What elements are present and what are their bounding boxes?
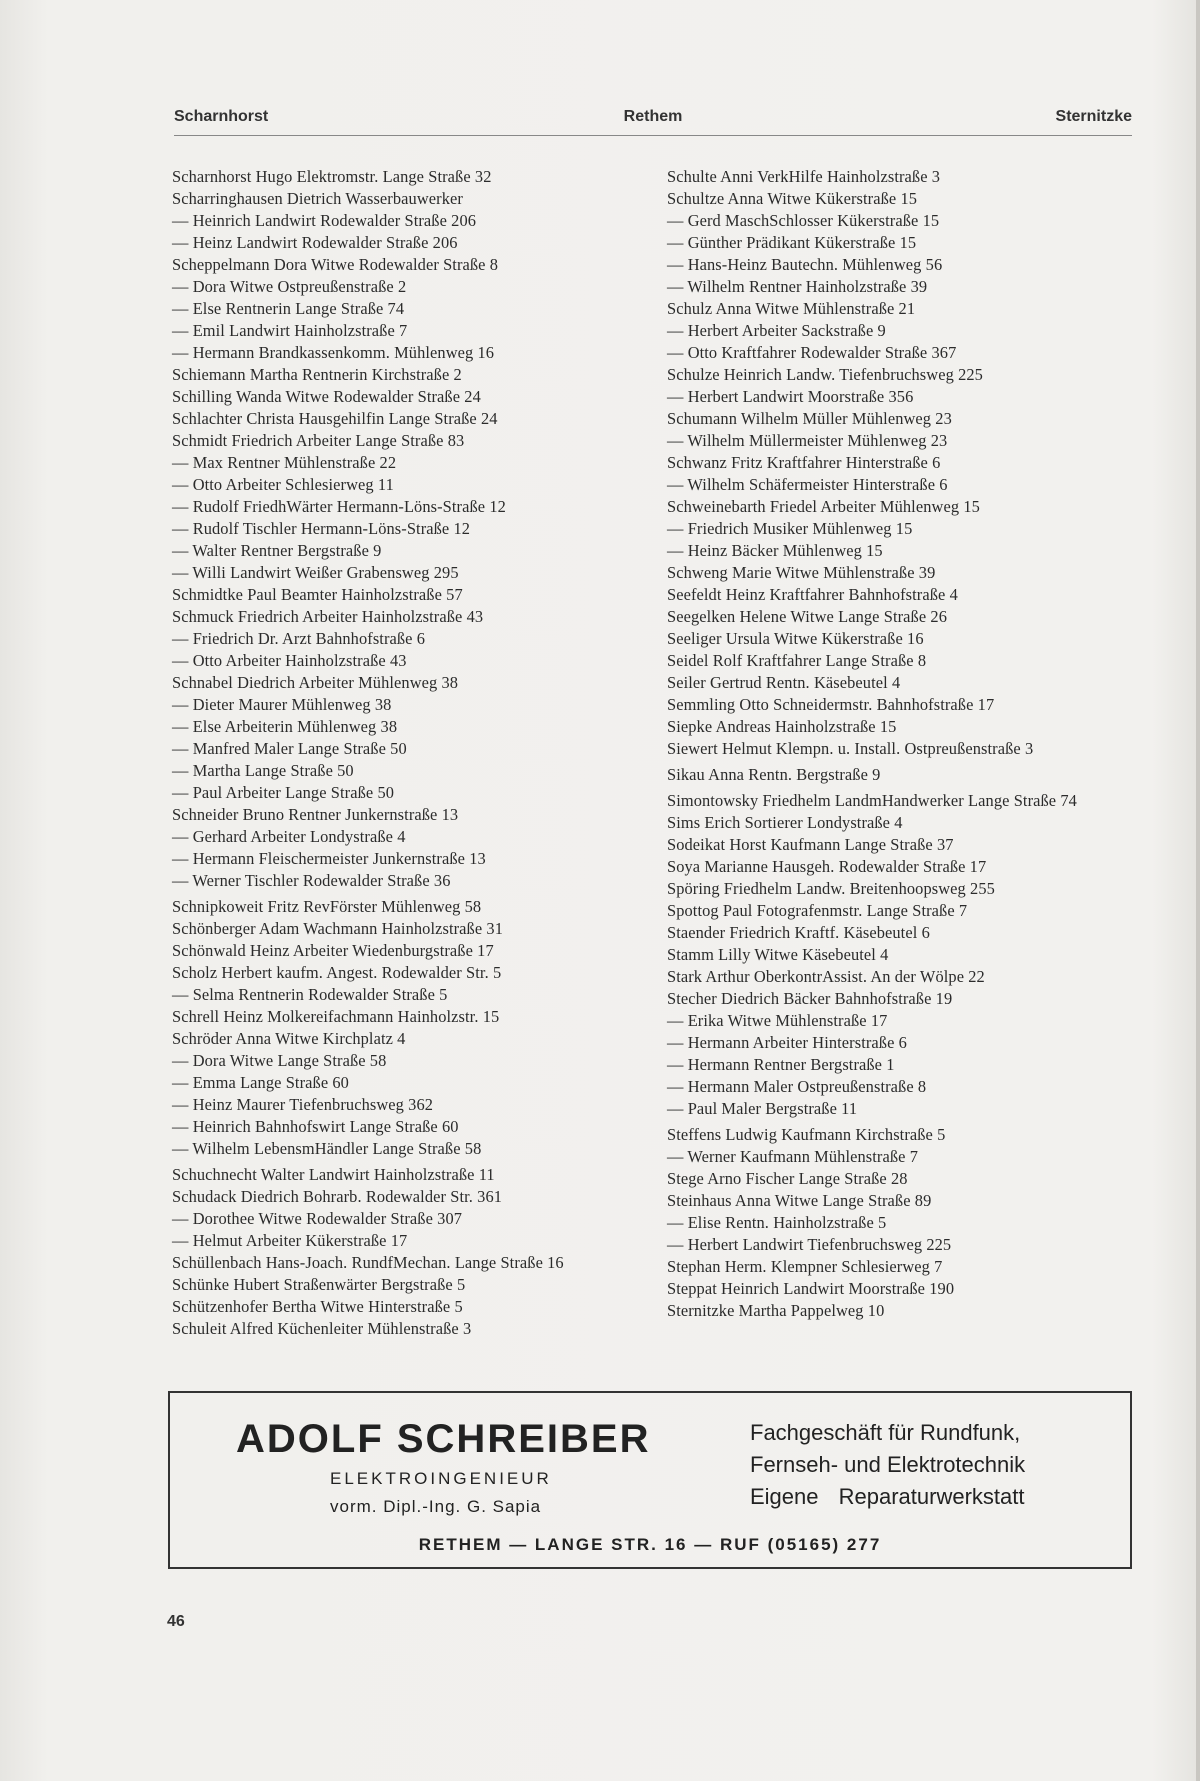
list-item: Schünke Hubert Straßenwärter Bergstraße 5 — [172, 1275, 466, 1294]
list-item: — Dorothee Witwe Rodewalder Straße 307 — [172, 1209, 463, 1228]
list-item: — Else Arbeiterin Mühlenweg 38 — [172, 717, 398, 736]
header-rule — [174, 135, 1132, 136]
list-item: Seegelken Helene Witwe Lange Straße 26 — [667, 607, 948, 626]
list-item: — Friedrich Dr. Arzt Bahnhofstraße 6 — [172, 629, 426, 648]
list-item: — Otto Arbeiter Schlesierweg 11 — [172, 475, 394, 494]
list-item: — Herbert Arbeiter Sackstraße 9 — [667, 321, 886, 340]
list-item: Schmuck Friedrich Arbeiter Hainholzstraße 43 — [172, 607, 484, 626]
list-item: — Hermann Maler Ostpreußenstraße 8 — [667, 1077, 927, 1096]
list-item: Schmidtke Paul Beamter Hainholzstraße 57 — [172, 585, 463, 604]
list-item: Seiler Gertrud Rentn. Käsebeutel 4 — [667, 673, 901, 692]
list-item: Schumann Wilhelm Müller Mühlenweg 23 — [667, 409, 952, 428]
list-item: — Wilhelm LebensmHändler Lange Straße 58 — [172, 1139, 482, 1158]
list-item: — Heinz Bäcker Mühlenweg 15 — [667, 541, 883, 560]
list-item: Scheppelmann Dora Witwe Rodewalder Straße 8 — [172, 255, 499, 274]
list-item: Schweinebarth Friedel Arbeiter Mühlenweg 15 — [667, 497, 980, 516]
left-column — [172, 166, 662, 1340]
list-item: Simontowsky Friedhelm LandmHandwerker Lange Straße 74 — [667, 791, 1077, 810]
list-item: — Hans-Heinz Bautechn. Mühlenweg 56 — [667, 255, 943, 274]
list-item: Schulz Anna Witwe Mühlenstraße 21 — [667, 299, 916, 318]
list-item: — Wilhelm Rentner Hainholzstraße 39 — [667, 277, 928, 296]
list-item: Schulze Heinrich Landw. Tiefenbruchsweg 225 — [667, 365, 983, 384]
list-item: Schrell Heinz Molkereifachmann Hainholzstr. 15 — [172, 1007, 500, 1026]
list-item: — Herbert Landwirt Tiefenbruchsweg 225 — [667, 1235, 952, 1254]
list-item: Seidel Rolf Kraftfahrer Lange Straße 8 — [667, 651, 927, 670]
advertisement-box — [168, 1391, 1132, 1569]
list-item: Siewert Helmut Klempn. u. Install. Ostpreußenstraße 3 — [667, 739, 1034, 758]
list-item: — Herbert Landwirt Moorstraße 356 — [667, 387, 914, 406]
list-item: — Else Rentnerin Lange Straße 74 — [172, 299, 405, 318]
list-item: — Otto Arbeiter Hainholzstraße 43 — [172, 651, 407, 670]
list-item: — Hermann Fleischermeister Junkernstraße 13 — [172, 849, 486, 868]
list-item: Stephan Herm. Klempner Schlesierweg 7 — [667, 1257, 943, 1276]
list-item: — Heinz Maurer Tiefenbruchsweg 362 — [172, 1095, 434, 1114]
list-item: — Erika Witwe Mühlenstraße 17 — [667, 1011, 888, 1030]
list-item: — Dora Witwe Ostpreußenstraße 2 — [172, 277, 407, 296]
list-item: Schnabel Diedrich Arbeiter Mühlenweg 38 — [172, 673, 459, 692]
ad-address: RETHEM — LANGE STR. 16 — RUF (05165) 277 — [418, 1535, 882, 1554]
list-item: — Heinrich Bahnhofswirt Lange Straße 60 — [172, 1117, 459, 1136]
list-item: — Werner Kaufmann Mühlenstraße 7 — [667, 1147, 919, 1166]
list-item: Stark Arthur OberkontrAssist. An der Wölpe 22 — [667, 967, 985, 986]
list-item: Schiemann Martha Rentnerin Kirchstraße 2 — [172, 365, 462, 384]
list-item: — Rudolf Tischler Hermann-Löns-Straße 12 — [172, 519, 471, 538]
list-item: — Friedrich Musiker Mühlenweg 15 — [667, 519, 913, 538]
list-item: Stecher Diedrich Bäcker Bahnhofstraße 19 — [667, 989, 953, 1008]
list-item: Spöring Friedhelm Landw. Breitenhoopsweg 255 — [667, 879, 995, 898]
ad-profession: ELEKTROINGENIEUR — [330, 1469, 552, 1488]
list-item: Schultze Anna Witwe Kükerstraße 15 — [667, 189, 918, 208]
list-item: Siepke Andreas Hainholzstraße 15 — [667, 717, 897, 736]
list-item: — Max Rentner Mühlenstraße 22 — [172, 453, 397, 472]
list-item: — Otto Kraftfahrer Rodewalder Straße 367 — [667, 343, 957, 362]
list-item: — Gerhard Arbeiter Londystraße 4 — [172, 827, 406, 846]
list-item: — Gerd MaschSchlosser Kükerstraße 15 — [667, 211, 940, 230]
list-item: Steinhaus Anna Witwe Lange Straße 89 — [667, 1191, 932, 1210]
list-item: — Hermann Arbeiter Hinterstraße 6 — [667, 1033, 907, 1052]
list-item: Schlachter Christa Hausgehilfin Lange Straße 24 — [172, 409, 498, 428]
list-item: Schützenhofer Bertha Witwe Hinterstraße 5 — [172, 1297, 463, 1316]
page-number: 46 — [167, 1613, 185, 1630]
list-item: Spottog Paul Fotografenmstr. Lange Straße 7 — [667, 901, 968, 920]
list-item: — Paul Maler Bergstraße 11 — [667, 1099, 858, 1118]
list-item: — Dieter Maurer Mühlenweg 38 — [172, 695, 392, 714]
header-first-name: Scharnhorst — [174, 108, 269, 125]
list-item: — Wilhelm Müllermeister Mühlenweg 23 — [667, 431, 948, 450]
list-item: — Günther Prädikant Kükerstraße 15 — [667, 233, 917, 252]
list-item: — Werner Tischler Rodewalder Straße 36 — [172, 871, 451, 890]
list-item: Schilling Wanda Witwe Rodewalder Straße 24 — [172, 387, 481, 406]
ad-service-line: Eigene Reparaturwerkstatt — [750, 1484, 1025, 1509]
list-item: Stege Arno Fischer Lange Straße 28 — [667, 1169, 908, 1188]
list-item: Schüllenbach Hans-Joach. RundfMechan. Lange Straße 16 — [172, 1253, 564, 1272]
list-item: Sikau Anna Rentn. Bergstraße 9 — [667, 765, 881, 784]
list-item: Scharringhausen Dietrich Wasserbauwerker — [172, 189, 463, 208]
list-item: Schönberger Adam Wachmann Hainholzstraße 31 — [172, 919, 504, 938]
list-item: Steffens Ludwig Kaufmann Kirchstraße 5 — [667, 1125, 946, 1144]
ad-services — [750, 1417, 1025, 1513]
running-header — [174, 108, 1132, 134]
list-item: — Rudolf FriedhWärter Hermann-Löns-Straße 12 — [172, 497, 506, 516]
list-item: Schulte Anni VerkHilfe Hainholzstraße 3 — [667, 167, 941, 186]
list-item: — Wilhelm Schäfermeister Hinterstraße 6 — [667, 475, 948, 494]
list-item: — Hermann Rentner Bergstraße 1 — [667, 1055, 895, 1074]
ad-service-line: Fernseh- und Elektrotechnik — [750, 1452, 1026, 1477]
header-last-name: Sternitzke — [1055, 108, 1132, 125]
list-item: Sternitzke Martha Pappelweg 10 — [667, 1301, 885, 1320]
header-town: Rethem — [623, 108, 683, 125]
ad-service-line: Fachgeschäft für Rundfunk, — [750, 1420, 1021, 1445]
list-item: Sims Erich Sortierer Londystraße 4 — [667, 813, 903, 832]
list-item: Steppat Heinrich Landwirt Moorstraße 190 — [667, 1279, 955, 1298]
list-item: — Heinz Landwirt Rodewalder Straße 206 — [172, 233, 458, 252]
list-item: Schwanz Fritz Kraftfahrer Hinterstraße 6 — [667, 453, 941, 472]
list-item: — Martha Lange Straße 50 — [172, 761, 354, 780]
list-item: — Hermann Brandkassenkomm. Mühlenweg 16 — [172, 343, 495, 362]
list-item: — Emil Landwirt Hainholzstraße 7 — [172, 321, 408, 340]
list-item: — Dora Witwe Lange Straße 58 — [172, 1051, 387, 1070]
list-item: Schuchnecht Walter Landwirt Hainholzstraße 11 — [172, 1165, 495, 1184]
list-item: Schweng Marie Witwe Mühlenstraße 39 — [667, 563, 936, 582]
list-item: Schuleit Alfred Küchenleiter Mühlenstraße 3 — [172, 1319, 472, 1338]
list-item: Schudack Diedrich Bohrarb. Rodewalder Str. 361 — [172, 1187, 503, 1206]
list-item: Soya Marianne Hausgeh. Rodewalder Straße 17 — [667, 857, 987, 876]
list-item: Staender Friedrich Kraftf. Käsebeutel 6 — [667, 923, 930, 942]
list-item: — Walter Rentner Bergstraße 9 — [172, 541, 382, 560]
list-item: Scholz Herbert kaufm. Angest. Rodewalder Str. 5 — [172, 963, 502, 982]
list-item: Seefeldt Heinz Kraftfahrer Bahnhofstraße 4 — [667, 585, 958, 604]
list-item: — Willi Landwirt Weißer Grabensweg 295 — [172, 563, 459, 582]
list-item: Stamm Lilly Witwe Käsebeutel 4 — [667, 945, 889, 964]
list-item: — Paul Arbeiter Lange Straße 50 — [172, 783, 395, 802]
list-item: — Selma Rentnerin Rodewalder Straße 5 — [172, 985, 448, 1004]
list-item: Schröder Anna Witwe Kirchplatz 4 — [172, 1029, 406, 1048]
list-item: — Elise Rentn. Hainholzstraße 5 — [667, 1213, 887, 1232]
page-edge — [1196, 0, 1200, 1781]
list-item: Schönwald Heinz Arbeiter Wiedenburgstraße 17 — [172, 941, 494, 960]
list-item: Seeliger Ursula Witwe Kükerstraße 16 — [667, 629, 924, 648]
list-item: Schmidt Friedrich Arbeiter Lange Straße 83 — [172, 431, 465, 450]
list-item: Schnipkoweit Fritz RevFörster Mühlenweg 58 — [172, 897, 482, 916]
list-item: — Emma Lange Straße 60 — [172, 1073, 349, 1092]
right-column — [667, 166, 1157, 1322]
list-item: — Heinrich Landwirt Rodewalder Straße 206 — [172, 211, 477, 230]
list-item: — Helmut Arbeiter Kükerstraße 17 — [172, 1231, 408, 1250]
list-item: — Manfred Maler Lange Straße 50 — [172, 739, 407, 758]
list-item: Semmling Otto Schneidermstr. Bahnhofstraße 17 — [667, 695, 995, 714]
list-item: Schneider Bruno Rentner Junkernstraße 13 — [172, 805, 459, 824]
ad-former-owner: vorm. Dipl.-Ing. G. Sapia — [330, 1497, 542, 1516]
list-item: Scharnhorst Hugo Elektromstr. Lange Straße 32 — [172, 167, 492, 186]
list-item: Sodeikat Horst Kaufmann Lange Straße 37 — [667, 835, 954, 854]
ad-company-name: ADOLF SCHREIBER — [236, 1417, 651, 1461]
